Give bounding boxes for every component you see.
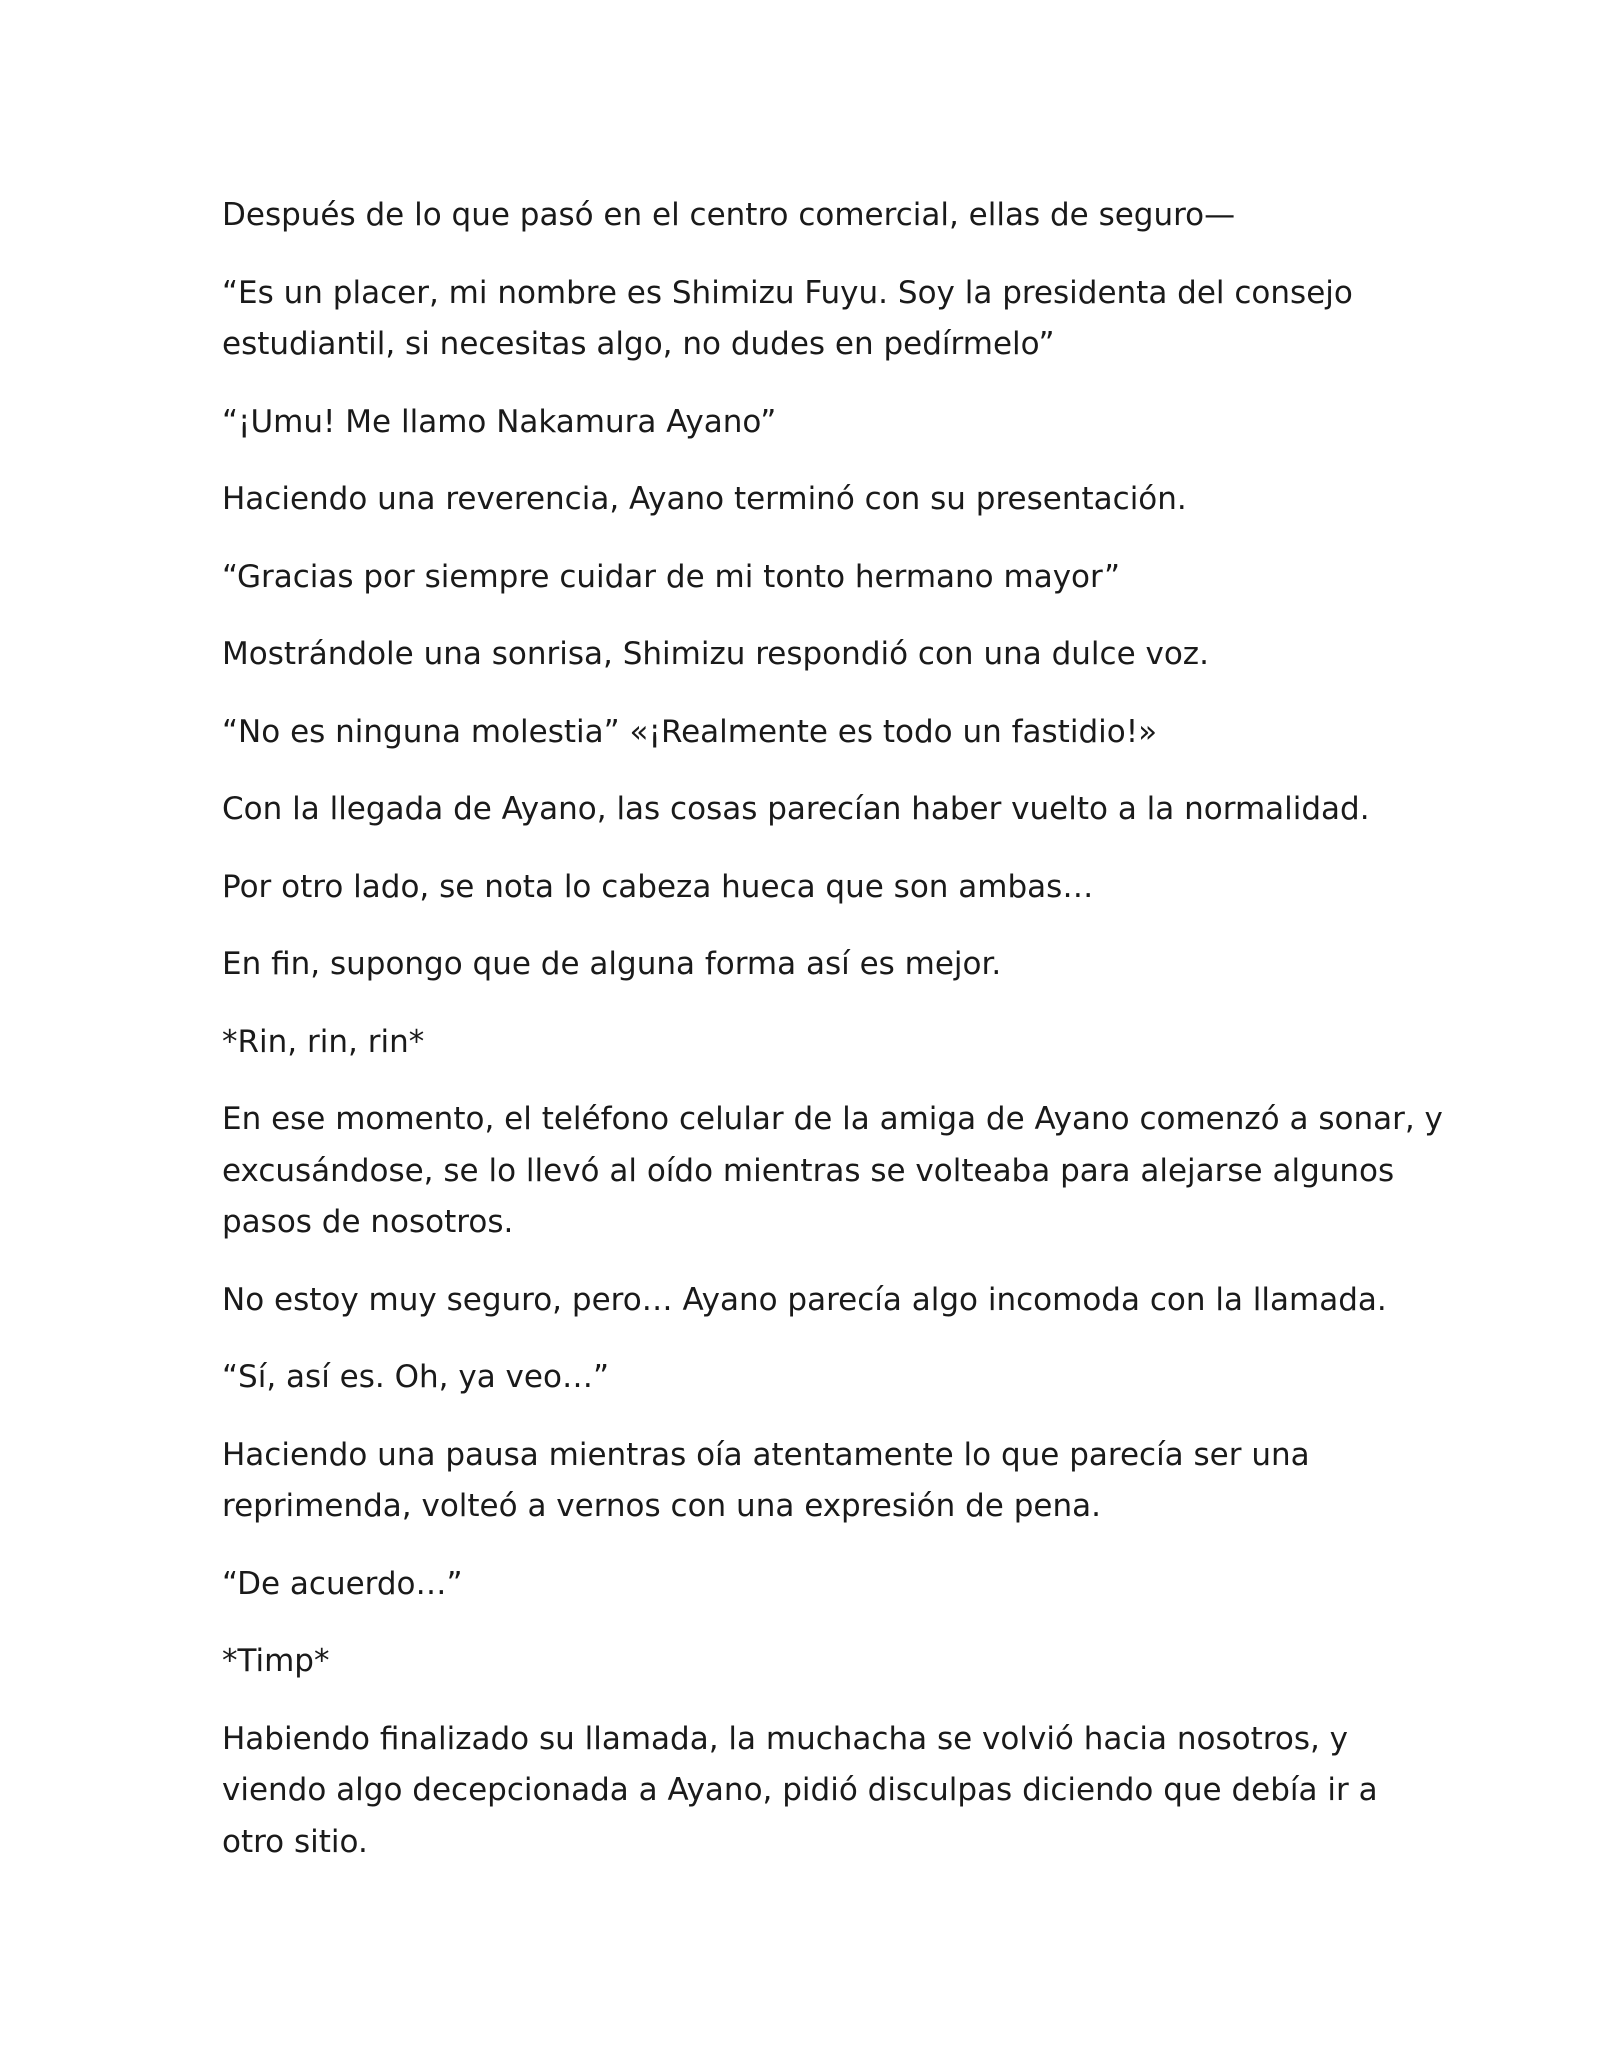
text-line: pasos de nosotros. <box>222 1204 514 1240</box>
document-body <box>222 190 1443 1894</box>
paragraph <box>222 474 1402 526</box>
paragraph <box>222 1636 1402 1688</box>
text-line: *Rin, rin, rin* <box>222 1023 425 1060</box>
text-line: estudiantil, si necesitas algo, no dudes en pedírmelo” <box>222 326 1055 362</box>
paragraph <box>222 1714 1402 1869</box>
text-line: “Sí, así es. Oh, ya veo…” <box>222 1359 610 1395</box>
paragraph <box>222 862 1402 914</box>
paragraph <box>222 1275 1402 1327</box>
paragraph <box>222 268 1402 371</box>
text-line: En fin, supongo que de alguna forma así es mejor. <box>222 946 1002 982</box>
paragraph <box>222 1352 1402 1404</box>
text-line: Haciendo una reverencia, Ayano terminó con su presentación. <box>222 481 1187 517</box>
text-line: Mostrándole una sonrisa, Shimizu respondió con una dulce voz. <box>222 636 1209 672</box>
text-line: Con la llegada de Ayano, las cosas parecían haber vuelto a la normalidad. <box>222 791 1370 827</box>
paragraph <box>222 190 1402 242</box>
text-line: Haciendo una pausa mientras oía atentamente lo que parecía ser una <box>222 1436 1310 1473</box>
text-line: *Timp* <box>222 1643 330 1679</box>
text-line: Por otro lado, se nota lo cabeza hueca que son ambas… <box>222 868 1094 905</box>
paragraph <box>222 1430 1402 1533</box>
text-line: Habiendo finalizado su llamada, la muchacha se volvió hacia nosotros, y <box>222 1720 1349 1757</box>
paragraph <box>222 784 1402 836</box>
paragraph <box>222 939 1402 991</box>
text-line: “Gracias por siempre cuidar de mi tonto hermano mayor” <box>222 558 1121 595</box>
paragraph <box>222 707 1402 759</box>
text-line: otro sitio. <box>222 1823 368 1860</box>
paragraph <box>222 1017 1402 1069</box>
paragraph <box>222 552 1402 604</box>
text-line: En ese momento, el teléfono celular de la amiga de Ayano comenzó a sonar, y <box>222 1101 1443 1137</box>
text-line: excusándose, se lo llevó al oído mientras se volteaba para alejarse algunos <box>222 1152 1395 1189</box>
text-line: No estoy muy seguro, pero… Ayano parecía algo incomoda con la llamada. <box>222 1281 1387 1318</box>
text-line: reprimenda, volteó a vernos con una expresión de pena. <box>222 1488 1101 1524</box>
text-line: “¡Umu! Me llamo Nakamura Ayano” <box>222 403 777 440</box>
text-line: “No es ninguna molestia” «¡Realmente es todo un fastidio!» <box>222 713 1158 750</box>
text-line: “Es un placer, mi nombre es Shimizu Fuyu. Soy la presidenta del consejo <box>222 274 1353 311</box>
paragraph <box>222 397 1402 449</box>
paragraph <box>222 629 1402 681</box>
text-line: Después de lo que pasó en el centro comercial, ellas de seguro— <box>222 197 1236 233</box>
paragraph <box>222 1094 1443 1249</box>
paragraph <box>222 1559 1402 1611</box>
text-line: viendo algo decepcionada a Ayano, pidió disculpas diciendo que debía ir a <box>222 1772 1378 1808</box>
text-line: “De acuerdo…” <box>222 1565 463 1602</box>
